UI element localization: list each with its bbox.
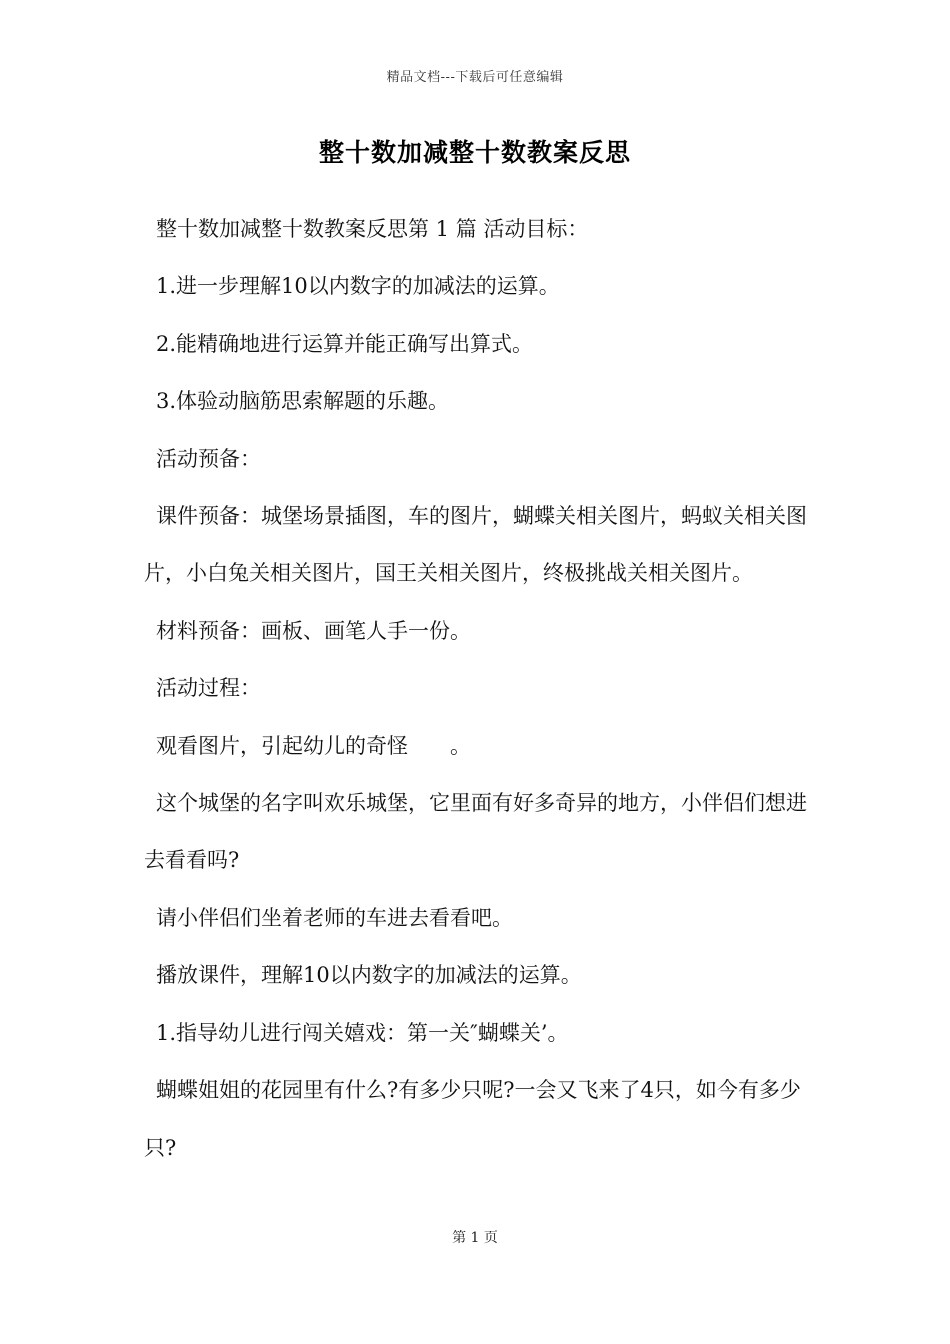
paragraph: 1.进一步理解10以内数字的加减法的运算。 [156,274,560,299]
paragraph: 整十数加减整十数教案反思第 1 篇 活动目标： [156,217,589,241]
paragraph: 播放课件，理解10以内数字的加减法的运算。 [156,963,582,988]
paragraph: 1.指导幼儿进行闯关嬉戏：第一关″蝴蝶关’。 [156,1020,569,1045]
paragraph: 2.能精确地进行运算并能正确写出算式。 [156,331,534,356]
page-footer: 第 1 页 [452,1230,498,1246]
paragraph: 课件预备：城堡场景插图，车的图片，蝴蝶关相关图片，蚂蚁关相关图片，小白兔关相关图片，国王关相关图片，终极挑战关相关图片。 [144,504,807,586]
paragraph: 蝴蝶姐姐的花园里有什么?有多少只呢?一会又飞来了4只，如今有多少只? [144,1078,801,1160]
paragraph: 活动过程： [156,676,261,701]
paragraph: 材料预备：画板、画笔人手一份。 [156,618,471,643]
paragraph: 请小伴侣们坐着老师的车进去看看吧。 [156,905,513,930]
document-title: 整十数加减整十数教案反思 [318,138,631,167]
page-header: 精品文档---下载后可任意编辑 [386,70,564,85]
paragraph: 这个城堡的名字叫欢乐城堡，它里面有好多奇异的地方，小伴侣们想进去看看吗? [144,791,807,873]
paragraph: 3.体验动脑筋思索解题的乐趣。 [156,389,450,414]
document-body [144,201,810,1177]
paragraph: 活动预备： [156,446,261,471]
paragraph: 观看图片，引起幼儿的奇怪 。 [156,733,471,758]
